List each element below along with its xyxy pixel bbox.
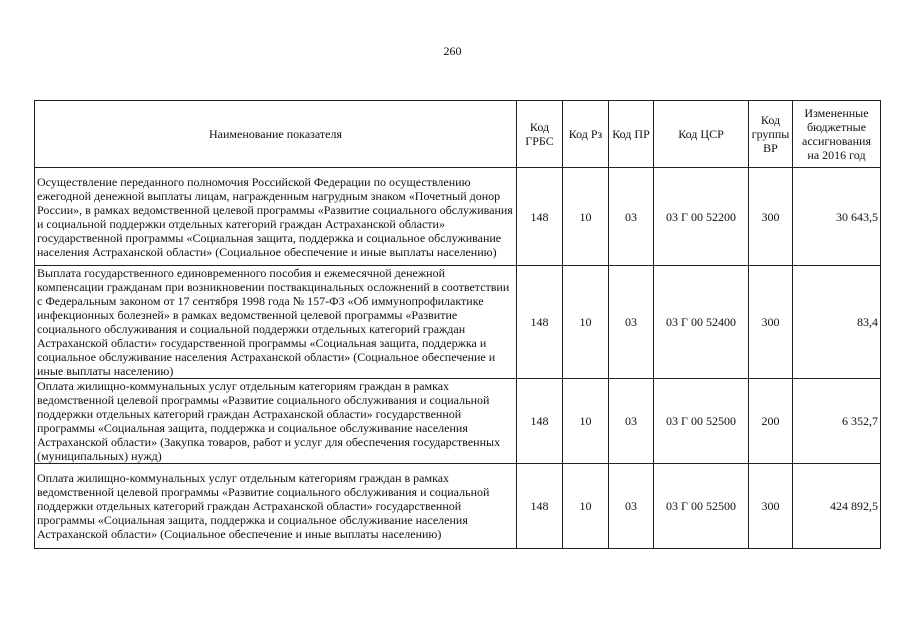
header-amount: Измененные бюджетные ассигнования на 2016 год [793, 101, 881, 168]
cell-grbs: 148 [517, 379, 563, 464]
cell-amount: 83,4 [793, 266, 881, 379]
cell-grbs: 148 [517, 266, 563, 379]
cell-vr: 300 [749, 168, 793, 266]
cell-rz: 10 [563, 464, 609, 549]
cell-vr: 200 [749, 379, 793, 464]
budget-table [34, 100, 881, 549]
header-rz: Код Рз [563, 101, 609, 168]
cell-name: Оплата жилищно-коммунальных услуг отдельным категориям граждан в рамках ведомственной целевой программы «Развитие социального обслуживания и социальной поддержки отдельных категорий граждан Астраханской области» государственной программы «Социальная защита, поддержка и социальное обслуживание населения Астраханской области» (Закупка товаров, работ и услуг для обеспечения государственных (муниципальных) нужд) [35, 379, 517, 464]
cell-pr: 03 [609, 379, 654, 464]
header-csr: Код ЦСР [654, 101, 749, 168]
cell-vr: 300 [749, 266, 793, 379]
cell-csr: 03 Г 00 52400 [654, 266, 749, 379]
cell-pr: 03 [609, 464, 654, 549]
header-pr: Код ПР [609, 101, 654, 168]
cell-amount: 6 352,7 [793, 379, 881, 464]
cell-name: Выплата государственного единовременного пособия и ежемесячной денежной компенсации гражданам при возникновении поствакцинальных осложнений в соответствии с Федеральным законом от 17 сентября 1998 года № 157-ФЗ «Об иммунопрофилактике инфекционных болезней» в рамках ведомственной целевой программы «Развитие социального обслуживания и социальной поддержки отдельных категорий граждан Астраханской области» государственной программы «Социальная защита, поддержка и социальное обслуживание населения Астраханской области» (Социальное обеспечение и иные выплаты населению) [35, 266, 517, 379]
header-name: Наименование показателя [35, 101, 517, 168]
cell-name: Оплата жилищно-коммунальных услуг отдельным категориям граждан в рамках ведомственной целевой программы «Развитие социального обслуживания и социальной поддержки отдельных категорий граждан Астраханской области» государственной программы «Социальная защита, поддержка и социальное обслуживание населения Астраханской области» (Социальное обеспечение и иные выплаты населению) [35, 464, 517, 549]
table-row [35, 379, 881, 464]
cell-csr: 03 Г 00 52500 [654, 464, 749, 549]
cell-name: Осуществление переданного полномочия Российской Федерации по осуществлению ежегодной денежной выплаты лицам, награжденным нагрудным знаком «Почетный донор России», в рамках ведомственной целевой программы «Развитие социального обслуживания и социальной поддержки отдельных категорий граждан Астраханской области» государственной программы «Социальная защита, поддержка и социальное обслуживание населения Астраханской области» (Социальное обеспечение и иные выплаты населению) [35, 168, 517, 266]
page-number: 260 [443, 44, 462, 58]
cell-rz: 10 [563, 379, 609, 464]
cell-amount: 30 643,5 [793, 168, 881, 266]
header-grbs: Код ГРБС [517, 101, 563, 168]
table-row [35, 168, 881, 266]
table-header-row [35, 101, 881, 168]
cell-pr: 03 [609, 168, 654, 266]
table-row [35, 464, 881, 549]
header-vr: Код группы ВР [749, 101, 793, 168]
cell-csr: 03 Г 00 52200 [654, 168, 749, 266]
cell-vr: 300 [749, 464, 793, 549]
table-row [35, 266, 881, 379]
cell-rz: 10 [563, 266, 609, 379]
cell-csr: 03 Г 00 52500 [654, 379, 749, 464]
cell-grbs: 148 [517, 464, 563, 549]
cell-amount: 424 892,5 [793, 464, 881, 549]
cell-pr: 03 [609, 266, 654, 379]
cell-grbs: 148 [517, 168, 563, 266]
cell-rz: 10 [563, 168, 609, 266]
